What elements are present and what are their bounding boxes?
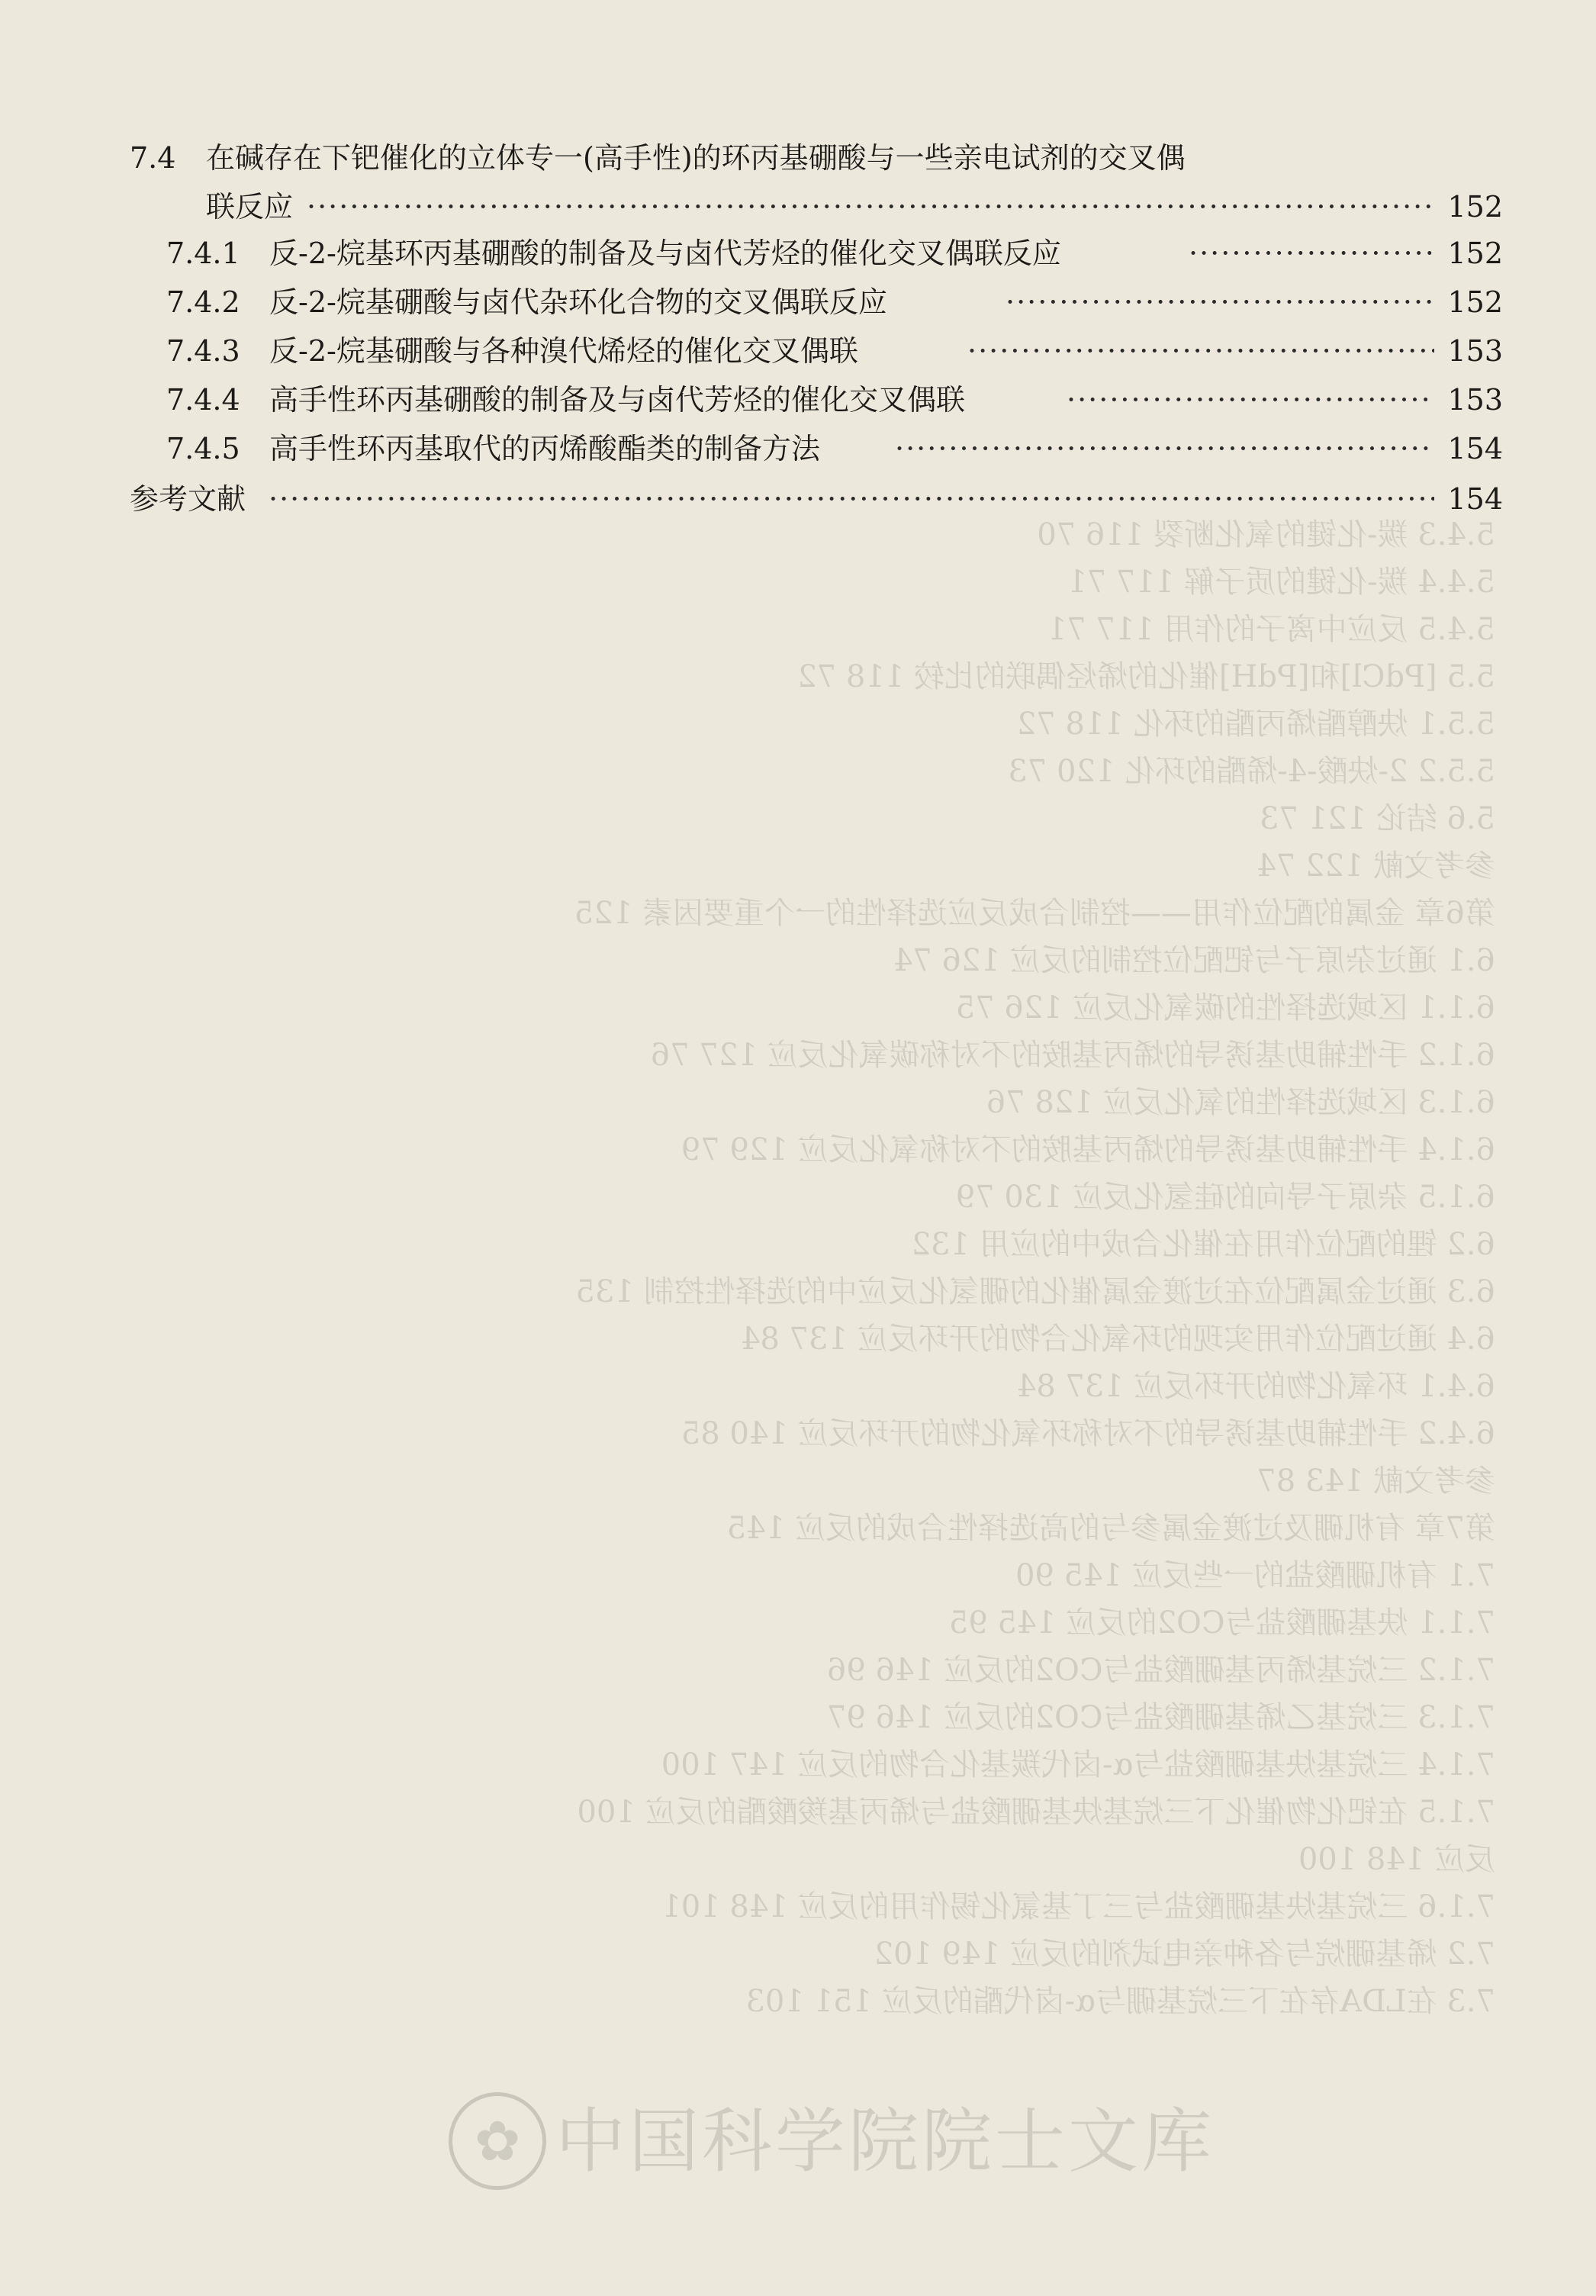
bleed-through-line: 7.1.1 炔基硼酸盐与CO2的反应 145 95 [948, 1605, 1495, 1641]
bleed-through-line: 5.4.4 羰-化键的质子解 117 71 [1067, 565, 1495, 600]
toc-section-number: 7.4.4 [166, 383, 240, 417]
bleed-through-line: 参考文献 122 74 [1257, 849, 1495, 884]
toc-leader-dots [1189, 230, 1434, 276]
toc-section-number: 7.4.2 [166, 285, 240, 319]
toc-entry [166, 279, 1503, 325]
bleed-through-line: 5.4.3 羰-化键的氧化断裂 116 70 [1037, 517, 1495, 552]
toc-leader-dots [1006, 279, 1434, 325]
toc-page-number: 152 [1447, 237, 1503, 270]
toc-leader-dots [895, 426, 1434, 472]
toc-title: 高手性环丙基硼酸的制备及与卤代芳烃的催化交叉偶联 [269, 383, 966, 417]
bleed-through-line: 6.3 通过金属配位在过渡金属催化的硼氢化反应中的选择性控制 135 [575, 1274, 1495, 1309]
bleed-through-line: 7.1.6 三烷基炔基硼酸盐与三丁基氯化锡作用的反应 148 101 [661, 1889, 1495, 1924]
bleed-through-line: 6.1.5 杂原子导向的硅氢化反应 130 79 [955, 1180, 1495, 1215]
bleed-through-line: 6.4 通过配位作用实现的环氧化合物的开环反应 137 84 [740, 1322, 1495, 1357]
bleed-through-line: 6.4.2 手性辅助基诱导的不对称环氧化物的开环反应 140 85 [681, 1416, 1495, 1451]
bleed-through-line: 6.1.2 手性辅助基诱导的烯丙基胺的不对称碳氧化反应 127 76 [650, 1038, 1495, 1073]
bleed-through-line: 6.1 通过杂原子与钯配位控制的反应 126 74 [893, 943, 1495, 978]
bleed-through-line: 反应 148 100 [1298, 1842, 1495, 1877]
toc-title: 高手性环丙基取代的丙烯酸酯类的制备方法 [269, 432, 821, 465]
toc-section-number: 7.4.5 [166, 432, 240, 465]
bleed-through-line: 7.2 烯基硼烷与各种亲电试剂的反应 149 102 [874, 1937, 1495, 1972]
bleed-through-line: 6.4.1 环氧化物的开环反应 137 84 [1016, 1369, 1495, 1404]
toc-entry [130, 476, 1503, 522]
toc-entry [166, 328, 1503, 374]
bleed-through-line: 6.2 锂的配位作用在催化合成中的应用 132 [911, 1227, 1495, 1262]
toc-page-number: 153 [1447, 383, 1503, 417]
toc-title: 在碱存在下钯催化的立体专一(高手性)的环丙基硼酸与一些亲电试剂的交叉偶 [206, 141, 1186, 175]
toc-title: 联反应 [206, 190, 294, 224]
bleed-through-line: 7.1.2 三烷基烯丙基硼酸盐与CO2的反应 146 96 [826, 1653, 1495, 1688]
bleed-through-line: 7.1.3 三烷基乙烯基硼酸盐与CO2的反应 146 97 [826, 1700, 1495, 1735]
toc-title: 反-2-烷基硼酸与各种溴代烯烃的催化交叉偶联 [269, 334, 858, 368]
bleed-through-line: 5.5.2 2-炔酸-4-烯酯的环化 120 73 [1008, 754, 1495, 789]
bleed-through-line: 5.5 [PdCl]和[PdH]催化的烯烃偶联的比较 118 72 [797, 659, 1495, 694]
toc-leader-dots [269, 476, 1434, 522]
toc-page-number: 154 [1447, 482, 1503, 516]
bleed-through-line: 7.1.4 三烷基炔基硼酸盐与α-卤代羰基化合物的反应 147 100 [661, 1747, 1495, 1782]
toc-page-number: 152 [1447, 190, 1503, 224]
toc-section-number: 7.4 [130, 141, 176, 175]
toc-section-number: 7.4.1 [166, 237, 240, 270]
bleed-through-line: 第6章 金属的配位作用——控制合成反应选择性的一个重要因素 125 [574, 896, 1495, 931]
bleed-through-line: 第7章 有机硼及过渡金属参与的高选择性合成的反应 145 [726, 1511, 1495, 1546]
bleed-through-line: 6.1.3 区域选择性的氧化反应 128 76 [986, 1085, 1495, 1120]
bleed-through-line: 7.1.5 在钯化物催化下三烷基炔基硼酸盐与烯丙基羧酸酯的反应 100 [577, 1795, 1495, 1830]
toc-page-number: 152 [1447, 285, 1503, 319]
toc-leader-dots [1067, 377, 1434, 423]
toc-leader-dots [967, 328, 1434, 374]
bleed-through-text [168, 511, 1495, 2025]
toc-leader-dots [307, 184, 1434, 230]
toc-entry [130, 184, 1503, 230]
bleed-through-line: 7.1 有机硼酸盐的一些反应 145 90 [1015, 1558, 1495, 1593]
toc-title: 反-2-烷基环丙基硼酸的制备及与卤代芳烃的催化交叉偶联反应 [269, 237, 1061, 270]
toc-title: 反-2-烷基硼酸与卤代杂环化合物的交叉偶联反应 [269, 285, 887, 319]
bleed-through-line: 5.5.1 炔醇酯烯丙酯的环化 118 72 [1016, 707, 1495, 742]
bleed-through-line: 7.3 在LDA存在下三烷基硼与α-卤代酯的反应 151 103 [745, 1984, 1495, 2019]
toc-entry [130, 135, 1503, 181]
toc-page-number: 153 [1447, 334, 1503, 368]
bleed-through-line: 6.1.4 手性辅助基诱导的烯丙基胺的不对称氧化反应 129 79 [681, 1132, 1495, 1167]
library-watermark: 中国科学院院士文库 [555, 2101, 1215, 2182]
toc-entry [166, 377, 1503, 423]
bleed-through-line: 6.1.1 区域选择性的碳氧化反应 126 75 [955, 990, 1495, 1026]
toc-section-number: 7.4.3 [166, 334, 240, 368]
toc-title: 参考文献 [130, 482, 246, 516]
toc-page-number: 154 [1447, 432, 1503, 465]
academy-seal-logo [449, 2092, 546, 2190]
toc-entry [166, 426, 1503, 472]
bleed-through-line: 5.4.5 反应中离子的作用 117 71 [1047, 612, 1495, 647]
bleed-through-line: 参考文献 143 87 [1257, 1464, 1495, 1499]
toc-entry [166, 230, 1503, 276]
bleed-through-line: 5.6 结论 121 73 [1259, 801, 1495, 836]
